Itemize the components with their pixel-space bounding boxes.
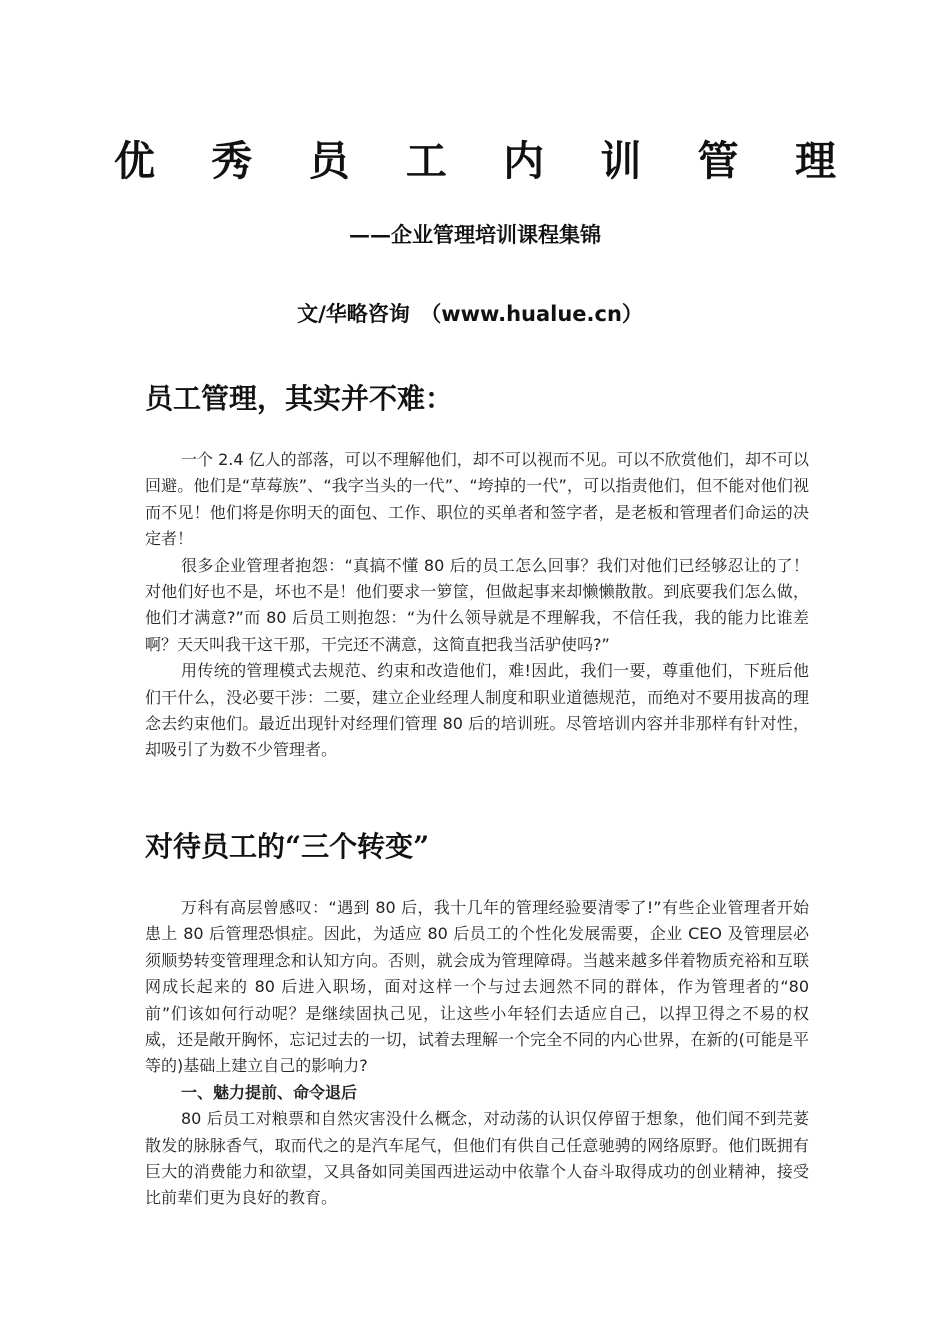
document-subtitle: ——企业管理培训课程集锦	[349, 222, 601, 247]
paragraph: 万科有高层曾感叹：“遇到 80 后，我十几年的管理经验要清零了!”有些企业管理者开始患上 80 后管理恐惧症。因此，为适应 80 后员工的个性化发展需要，企业 CEO 及管理层必须顺势转变管理理念和认知方向。否则，就会成为管理障碍。当越来越多伴着物质充裕和互联网成长起来的 80 后进入职场，面对这样一个与过去迥然不同的群体，作为管理者的“80 前”们该如何行动呢？是继续固执己见，让这些小年轻们去适应自己，以捍卫得之不易的权威，还是敞开胸怀，忘记过去的一切，试着去理解一个完全不同的内心世界，在新的(可能是平等的)基础上建立自己的影响力?	[145, 898, 809, 1076]
paragraph: 用传统的管理模式去规范、约束和改造他们，难!因此，我们一要，尊重他们，下班后他们干什么，没必要干涉：二要，建立企业经理人制度和职业道德规范，而绝对不要用拔高的理念去约束他们。最近出现针对经理们管理 80 后的培训班。尽管培训内容并非那样有针对性，却吸引了为数不少管理者。	[145, 661, 809, 760]
paragraph: 一个 2.4 亿人的部落，可以不理解他们，却不可以视而不见。可以不欣赏他们，却不可以回避。他们是“草莓族”、“我字当头的一代”、“垮掉的一代”，可以指责他们，但不能对他们视而不见！他们将是你明天的面包、工作、职位的买单者和签字者，是老板和管理者们命运的决定者！	[145, 450, 809, 549]
section-body-2	[145, 895, 809, 1212]
paragraph: 80 后员工对粮票和自然灾害没什么概念，对动荡的认识仅停留于想象，他们闻不到芫荽散发的脉脉香气，取而代之的是汽车尾气，但他们有供自己任意驰骋的网络原野。他们既拥有巨大的消费能力和欲望，又具备如同美国西进运动中依靠个人奋斗取得成功的创业精神，接受比前辈们更为良好的教育。	[145, 1109, 809, 1208]
document-title: 优 秀 员 工 内 训 管 理	[114, 137, 857, 185]
section-heading-2: 对待员工的“三个转变”	[145, 830, 430, 863]
sub-heading: 一、魅力提前、命令退后	[181, 1082, 358, 1102]
paragraph: 很多企业管理者抱怨：“真搞不懂 80 后的员工怎么回事？我们对他们已经够忍让的了！对他们好也不是，坏也不是！他们要求一箩筐，但做起事来却懒懒散散。到底要我们怎么做，他们才满意?”而 80 后员工则抱怨：“为什么领导就是不理解我，不信任我，我的能力比谁差啊？天天叫我干这干那，干完还不满意，这简直把我当活驴使吗?”	[145, 555, 809, 654]
section-heading-1: 员工管理，其实并不难：	[145, 382, 454, 415]
section-body-1	[145, 447, 809, 764]
author-line: 文/华略咨询 （www.hualue.cn）	[297, 302, 643, 326]
